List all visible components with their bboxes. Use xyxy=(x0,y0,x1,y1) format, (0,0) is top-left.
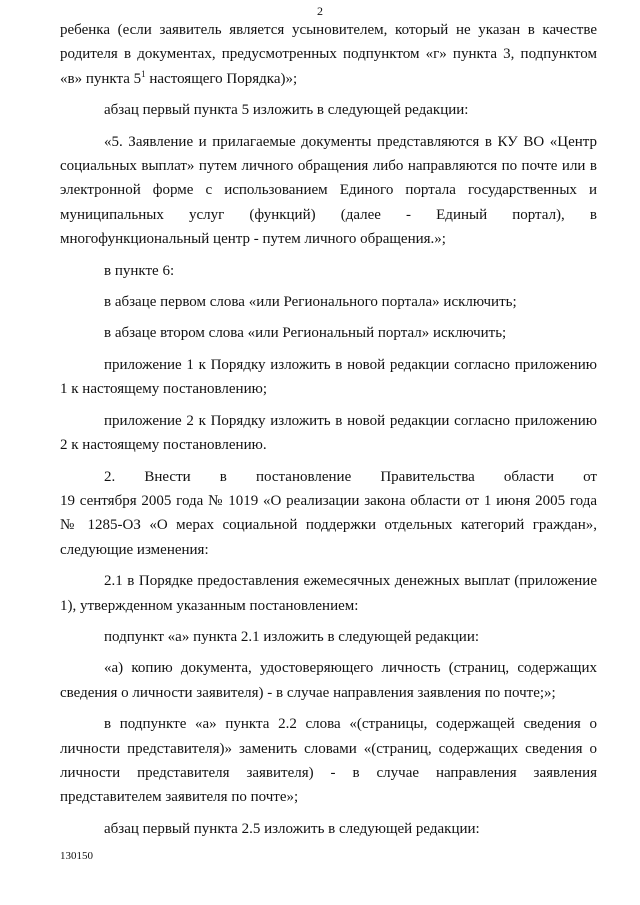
superscript: 1 xyxy=(141,68,146,79)
paragraph: приложение 2 к Порядку изложить в новой редакции согласно приложению 2 к настоящему постановлению. xyxy=(60,412,597,454)
page-number: 2 xyxy=(317,4,323,18)
paragraph-text: ребенка (если заявитель является усыновителем, который не указан в качестве родителя в документах, предусмотренных подпунктом «г» пункта 3, подпунктом «в» пункта 5 xyxy=(60,22,597,87)
paragraph: 2. Внести в постановление Правительства области от xyxy=(104,468,597,485)
paragraph-text: настоящего Порядка)»; xyxy=(145,70,298,87)
document-code: 130150 xyxy=(60,850,93,862)
paragraph: абзац первый пункта 2.5 изложить в следующей редакции: xyxy=(104,820,480,837)
paragraph: в подпункте «а» пункта 2.2 слова «(страницы, содержащей сведения о личности представителя)» заменить словами «(страниц, содержащих сведения о личности представителя заявителя) - в случае направления заявления представителем заявителя по почте»; xyxy=(60,716,597,806)
document-body xyxy=(60,18,597,841)
paragraph: 2.1 в Порядке предоставления ежемесячных денежных выплат (приложение 1), утвержденном указанным постановлением: xyxy=(60,573,597,614)
paragraph: в пункте 6: xyxy=(104,262,175,279)
paragraph: «а) копию документа, удостоверяющего личность (страниц, содержащих сведения о личности заявителя) - в случае направления заявления по почте;»; xyxy=(60,660,597,701)
paragraph: приложение 1 к Порядку изложить в новой редакции согласно приложению 1 к настоящему постановлению; xyxy=(60,356,597,398)
paragraph: в абзаце первом слова «или Регионального портала» исключить; xyxy=(104,294,517,311)
paragraph: абзац первый пункта 5 изложить в следующей редакции: xyxy=(104,102,469,119)
paragraph: подпункт «а» пункта 2.1 изложить в следующей редакции: xyxy=(104,628,480,645)
paragraph: в абзаце втором слова «или Региональный портал» исключить; xyxy=(104,325,507,342)
paragraph: «5. Заявление и прилагаемые документы представляются в КУ ВО «Центр социальных выплат» путем личного обращения либо направляются по почте или в электронной форме с использованием Единого портала государственных и муниципальных услуг (функций) (далее - Единый портал), в многофункциональный центр - путем личного обращения.»; xyxy=(60,133,597,248)
paragraph: 19 сентября 2005 года № 1019 «О реализации закона области от 1 июня 2005 года № 1285-ОЗ «О мерах социальной поддержки отдельных категорий граждан», следующие изменения: xyxy=(60,492,597,558)
paragraph xyxy=(60,18,597,91)
